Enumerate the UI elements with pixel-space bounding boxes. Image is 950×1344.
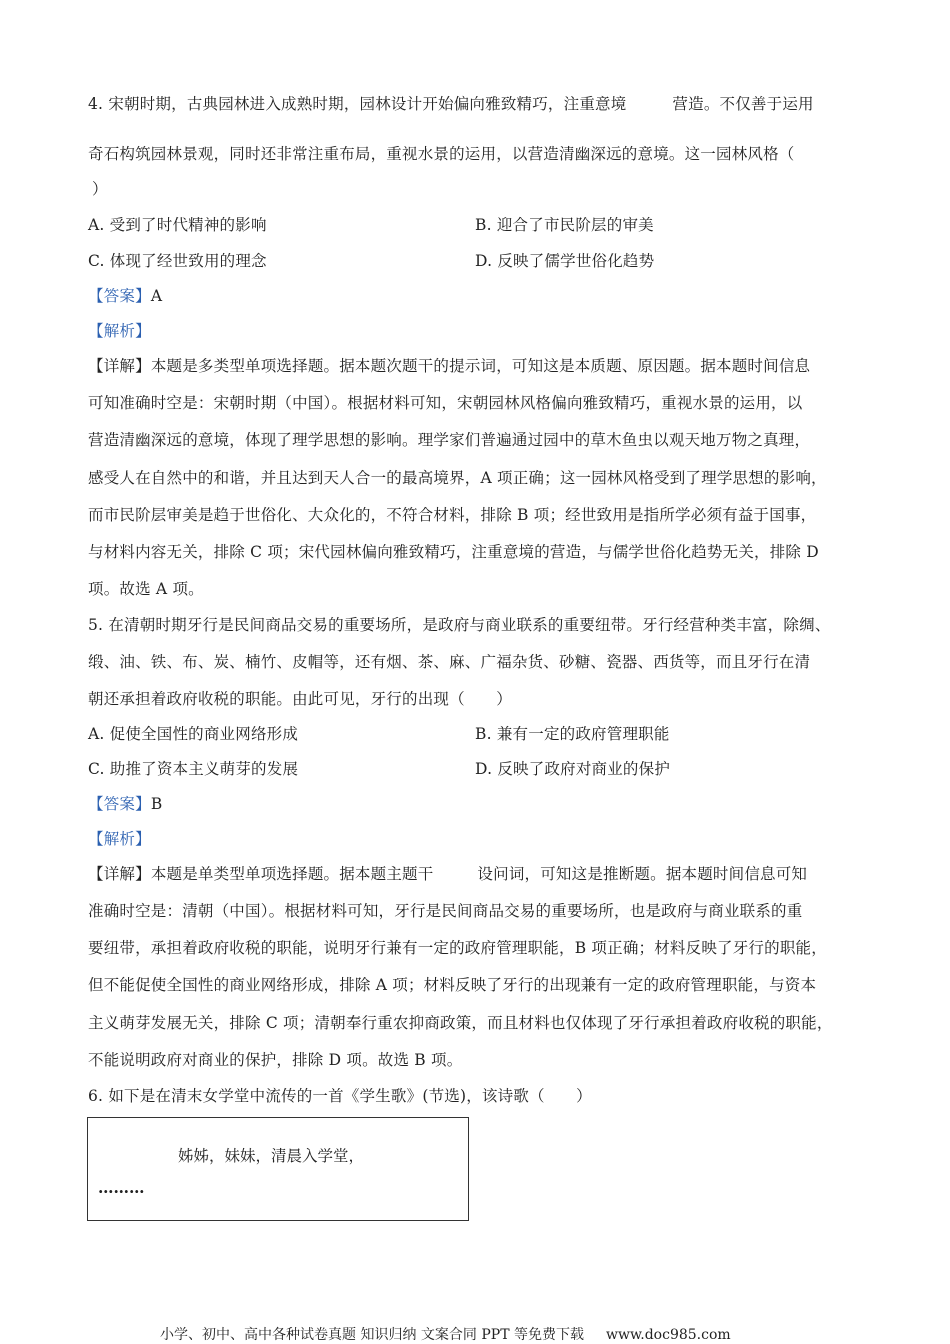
answer-value: B: [150, 795, 163, 813]
q4-detail-line: 可知准确时空是：宋朝时期（中国）。根据材料可知，宋朝园林风格偏向雅致精巧，重视水景的运用，以: [88, 394, 803, 412]
q5-stem-line: 5. 在清朝时期牙行是民间商品交易的重要场所，是政府与商业联系的重要纽带。牙行经营种类丰富，除绸、: [88, 616, 831, 634]
analysis-tag: 【解析】: [88, 830, 151, 848]
q4-detail-line: 与材料内容无关，排除 C 项；宋代园林偏向雅致精巧，注重意境的营造，与儒学世俗化趋势无关，排除 D: [88, 543, 819, 561]
answer-tag: 【答案】: [88, 795, 151, 813]
q5-detail-line: 但不能促使全国性的商业网络形成，排除 A 项；材料反映了牙行的出现兼有一定的政府管理职能，与资本: [88, 976, 817, 994]
q5-options-row1: [88, 723, 878, 745]
q4-options-row2: [88, 250, 878, 272]
q5-detail-line: 不能说明政府对商业的保护，排除 D 项。故选 B 项。: [88, 1051, 463, 1069]
answer-value: A: [150, 287, 163, 305]
q5-detail-line: 主义萌芽发展无关，排除 C 项；清朝奉行重农抑商政策，而且材料也仅体现了牙行承担着政府收税的职能，: [88, 1014, 833, 1032]
footer-text: 小学、初中、高中各种试卷真题 知识归纳 文案合同 PPT 等免费下载: [160, 1327, 584, 1343]
detail-tag: 【详解】: [88, 357, 151, 375]
q5-detail-line: 【详解】本题是单类型单项选择题。据本题主题干 设问词，可知这是推断题。据本题时间信息可知: [88, 865, 808, 883]
q5-detail-line: 要纽带，承担着政府收税的职能，说明牙行兼有一定的政府管理职能，B 项正确；材料反映了牙行的职能，: [88, 939, 827, 957]
q5-option-a: A. 促使全国性的商业网络形成: [88, 725, 299, 743]
q4-detail-line: 项。故选 A 项。: [88, 580, 204, 598]
q5-detail-line: 准确时空是：清朝（中国）。根据材料可知，牙行是民间商品交易的重要场所，也是政府与商业联系的重: [88, 902, 803, 920]
q4-option-a: A. 受到了时代精神的影响: [88, 216, 267, 234]
q4-detail-line: 而市民阶层审美是趋于世俗化、大众化的，不符合材料，排除 B 项；经世致用是指所学必须有益于国事，: [88, 506, 817, 524]
q6-stem: 6. 如下是在清末女学堂中流传的一首《学生歌》(节选)，该诗歌（ ）: [88, 1087, 592, 1105]
q4-options-row1: [88, 214, 878, 236]
q4-stem-line2: 奇石构筑园林景观，同时还非常注重布局，重视水景的运用，以营造清幽深远的意境。这一园林风格（: [88, 145, 795, 163]
q5-analysis: [88, 828, 878, 850]
q4-detail-line: 感受人在自然中的和谐，并且达到天人合一的最高境界，A 项正确；这一园林风格受到了理学思想的影响，: [88, 469, 827, 487]
q4-answer: [88, 285, 878, 307]
footer-url[interactable]: www.doc985.com: [605, 1327, 731, 1343]
q4-detail-line: 营造清幽深远的意境，体现了理学思想的影响。理学家们普遍通过园中的草木鱼虫以观天地万物之真理，: [88, 431, 811, 449]
detail-tag: 【详解】: [88, 865, 151, 883]
q5-option-d: D. 反映了政府对商业的保护: [475, 760, 671, 778]
poem-box: [87, 1117, 469, 1221]
page-footer: [160, 1324, 731, 1344]
answer-tag: 【答案】: [88, 287, 151, 305]
q5-stem-line: 缎、油、铁、布、炭、楠竹、皮帽等，还有烟、茶、麻、广福杂货、砂糖、瓷器、西货等，而且牙行在清: [88, 653, 811, 671]
q4-stem-line1: 4. 宋朝时期，古典园林进入成熟时期，园林设计开始偏向雅致精巧，注重意境 营造。不仅善于运用: [88, 95, 814, 113]
q5-option-c: C. 助推了资本主义萌芽的发展: [88, 760, 299, 778]
poem-ellipsis: ………: [98, 1178, 145, 1197]
q4-analysis: [88, 320, 878, 342]
analysis-tag: 【解析】: [88, 322, 151, 340]
q4-option-b: B. 迎合了市民阶层的审美: [475, 216, 654, 234]
q5-option-b: B. 兼有一定的政府管理职能: [475, 725, 670, 743]
q4-option-d: D. 反映了儒学世俗化趋势: [475, 252, 655, 270]
q4-stem-line3: ）: [92, 180, 108, 198]
q5-options-row2: [88, 758, 878, 780]
q5-answer: [88, 793, 878, 815]
q4-detail-line: 【详解】本题是多类型单项选择题。据本题次题干的提示词，可知这是本质题、原因题。据本题时间信息: [88, 357, 811, 375]
q4-option-c: C. 体现了经世致用的理念: [88, 252, 267, 270]
poem-line: 姊姊，妹妹，清晨入学堂，: [178, 1147, 365, 1165]
q5-stem-line: 朝还承担着政府收税的职能。由此可见，牙行的出现（ ）: [88, 690, 512, 708]
